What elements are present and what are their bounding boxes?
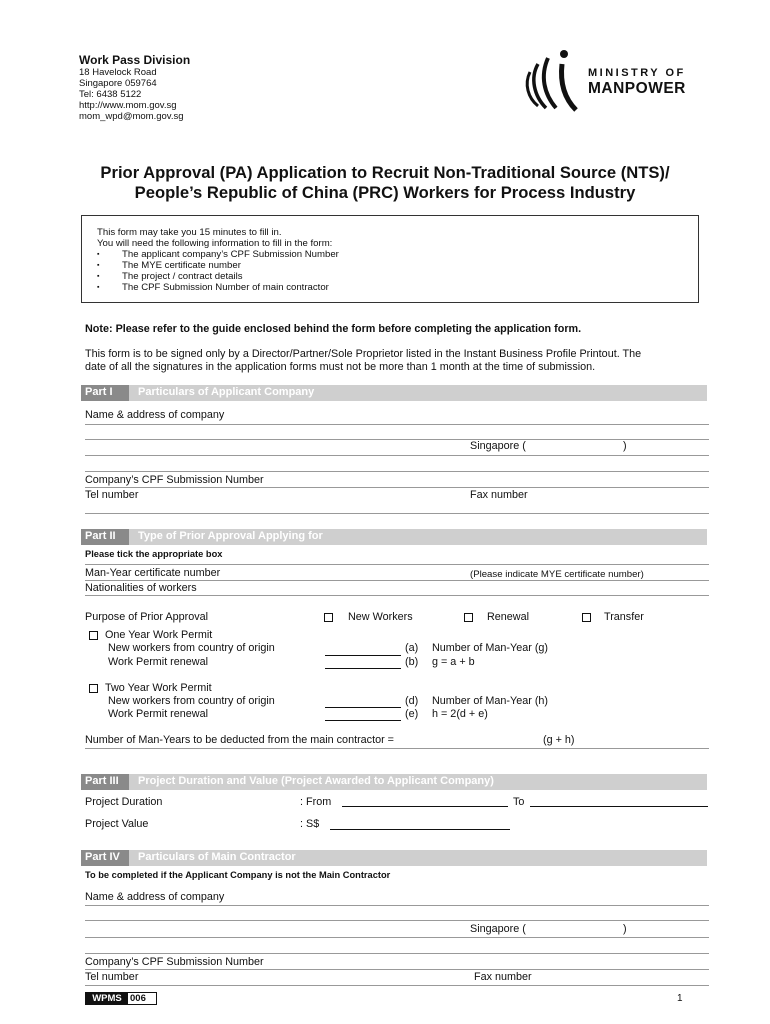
bullet-icon: ▪ <box>97 284 100 291</box>
part2-label: Part II <box>81 529 129 545</box>
tel-number-label: Tel number <box>85 489 139 501</box>
mc-tel-number-label: Tel number <box>85 971 139 983</box>
project-value-field[interactable] <box>330 829 510 830</box>
g-plus-h-label: (g + h) <box>543 734 575 746</box>
mc-cpf-number-field[interactable] <box>85 969 709 970</box>
mom-logo-icon <box>520 48 586 118</box>
field-d-label: (d) <box>405 695 419 707</box>
guide-note: Note: Please refer to the guide enclosed behind the form before completing the application form. <box>85 323 582 335</box>
transfer-label: Transfer <box>604 611 644 623</box>
part1-title: Particulars of Applicant Company <box>138 386 315 398</box>
to-label: To <box>513 796 525 808</box>
project-duration-label: Project Duration <box>85 796 163 808</box>
cpf-number-field[interactable] <box>85 487 709 488</box>
company-name-address-field[interactable] <box>85 424 709 425</box>
nationalities-field[interactable] <box>85 595 709 596</box>
new-workers-origin-label: New workers from country of origin <box>108 695 275 707</box>
tel-fax-field[interactable] <box>85 513 709 514</box>
renewal-label: Renewal <box>487 611 530 623</box>
address-line: Singapore 059764 <box>79 78 157 89</box>
wp-renewal-label: Work Permit renewal <box>108 656 208 668</box>
signature-instructions: date of all the signatures in the application forms must not be more than 1 month at the time of submission. <box>85 361 596 373</box>
fax-number-label: Fax number <box>470 489 528 501</box>
mye-hint: (Please indicate MYE certificate number) <box>470 569 644 580</box>
main-contractor-instruction: To be completed if the Applicant Company is not the Main Contractor <box>85 870 391 880</box>
signature-instructions: This form is to be signed only by a Director/Partner/Sole Proprietor listed in the Instant Business Profile Printout. The <box>85 348 642 360</box>
cpf-number-label: Company’s CPF Submission Number <box>85 474 264 486</box>
divider <box>85 564 709 565</box>
field-a[interactable] <box>325 655 401 656</box>
company-address-line2-field[interactable] <box>85 439 709 440</box>
website-link[interactable]: http://www.mom.gov.sg <box>79 100 177 111</box>
part4-header <box>81 850 707 866</box>
two-year-wp-label: Two Year Work Permit <box>105 682 212 694</box>
form-code-number: 006 <box>130 993 146 1004</box>
info-item: The CPF Submission Number of main contractor <box>122 282 329 293</box>
info-item: The applicant company’s CPF Submission Number <box>122 249 339 260</box>
duration-to-field[interactable] <box>530 806 708 807</box>
part3-label: Part III <box>81 774 129 790</box>
close-paren: ) <box>623 440 627 452</box>
form-code-prefix: WPMS <box>86 993 128 1004</box>
info-item: The project / contract details <box>122 271 243 282</box>
h-formula: h = 2(d + e) <box>432 708 488 720</box>
field-b-label: (b) <box>405 656 419 668</box>
part2-header <box>81 529 707 545</box>
new-workers-checkbox[interactable] <box>324 613 333 622</box>
deduct-field[interactable] <box>85 748 709 749</box>
mc-singapore-postal-label: Singapore ( <box>470 923 526 935</box>
wp-renewal-label: Work Permit renewal <box>108 708 208 720</box>
page-number: 1 <box>677 993 683 1004</box>
man-year-g-label: Number of Man-Year (g) <box>432 642 549 654</box>
close-paren: ) <box>623 923 627 935</box>
mc-address-line2-field[interactable] <box>85 920 709 921</box>
form-code-badge <box>85 992 157 1005</box>
info-item: The MYE certificate number <box>122 260 241 271</box>
singapore-postal-label: Singapore ( <box>470 440 526 452</box>
mye-label: Man-Year certificate number <box>85 567 221 579</box>
mc-tel-fax-field[interactable] <box>85 985 709 986</box>
project-value-label: Project Value <box>85 818 149 830</box>
part3-header <box>81 774 707 790</box>
part1-header <box>81 385 707 401</box>
part1-label: Part I <box>81 385 129 401</box>
logo-text-manpower: MANPOWER <box>588 80 686 97</box>
company-address-line3-field[interactable] <box>85 455 709 456</box>
new-workers-label: New Workers <box>348 611 413 623</box>
mc-name-address-label: Name & address of company <box>85 891 225 903</box>
division-title: Work Pass Division <box>79 53 191 67</box>
duration-from-field[interactable] <box>342 806 508 807</box>
new-workers-origin-label: New workers from country of origin <box>108 642 275 654</box>
man-year-h-label: Number of Man-Year (h) <box>432 695 549 707</box>
form-title-line1: Prior Approval (PA) Application to Recruit Non-Traditional Source (NTS)/ <box>100 163 670 182</box>
one-year-wp-label: One Year Work Permit <box>105 629 213 641</box>
sgd-label: : S$ <box>300 818 320 830</box>
from-label: : From <box>300 796 332 808</box>
part2-title: Type of Prior Approval Applying for <box>138 530 323 542</box>
mc-fax-number-label: Fax number <box>474 971 532 983</box>
field-b[interactable] <box>325 668 401 669</box>
transfer-checkbox[interactable] <box>582 613 591 622</box>
info-text: This form may take you 15 minutes to fill in. <box>97 227 282 238</box>
mc-cpf-number-label: Company’s CPF Submission Number <box>85 956 264 968</box>
renewal-checkbox[interactable] <box>464 613 473 622</box>
mc-address-line3-field[interactable] <box>85 937 709 938</box>
field-e-label: (e) <box>405 708 419 720</box>
bullet-icon: ▪ <box>97 273 100 280</box>
mc-name-address-field[interactable] <box>85 905 709 906</box>
part4-label: Part IV <box>81 850 129 866</box>
phone-line: Tel: 6438 5122 <box>79 89 142 100</box>
part4-title: Particulars of Main Contractor <box>138 851 296 863</box>
info-text: You will need the following information to fill in the form: <box>97 238 333 249</box>
logo-text-ministry: MINISTRY OF <box>588 67 686 79</box>
mc-address-line4-field[interactable] <box>85 953 709 954</box>
bullet-icon: ▪ <box>97 262 100 269</box>
field-e[interactable] <box>325 720 401 721</box>
one-year-wp-checkbox[interactable] <box>89 631 98 640</box>
g-formula: g = a + b <box>432 656 475 668</box>
two-year-wp-checkbox[interactable] <box>89 684 98 693</box>
nationalities-label: Nationalities of workers <box>85 582 197 594</box>
purpose-label: Purpose of Prior Approval <box>85 611 209 623</box>
part3-title: Project Duration and Value (Project Awarded to Applicant Company) <box>138 775 494 787</box>
tick-instruction: Please tick the appropriate box <box>85 549 223 559</box>
deduct-label: Number of Man-Years to be deducted from the main contractor = <box>85 734 394 746</box>
field-d[interactable] <box>325 707 401 708</box>
bullet-icon: ▪ <box>97 251 100 258</box>
company-name-address-label: Name & address of company <box>85 409 225 421</box>
field-a-label: (a) <box>405 642 419 654</box>
address-line: 18 Havelock Road <box>79 67 157 78</box>
company-address-line4-field[interactable] <box>85 471 709 472</box>
mye-number-field[interactable] <box>85 580 709 581</box>
form-title-line2: People’s Republic of China (PRC) Workers for Process Industry <box>134 183 636 202</box>
email-link[interactable]: mom_wpd@mom.gov.sg <box>79 111 184 122</box>
